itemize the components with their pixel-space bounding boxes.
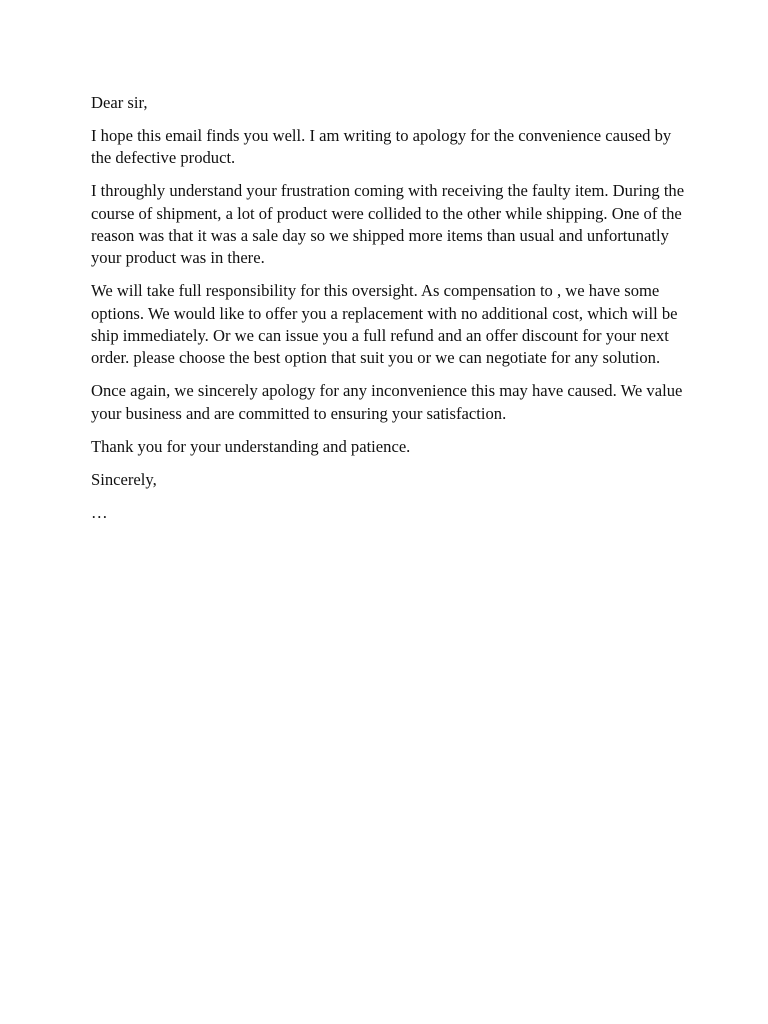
salutation: Dear sir, <box>91 93 148 112</box>
letter-body <box>91 92 691 535</box>
closing: Sincerely, <box>91 469 157 489</box>
paragraph-explanation: I throughly understand your frustration coming with receiving the faulty item. During the course of shipment, a lot of product were collided to the other while shipping. One of the reason was that it was a sale day so we shipped more items than usual and unfortunatly your product was in there. <box>91 181 685 268</box>
signature: … <box>91 503 108 523</box>
paragraph-opening: I hope this email finds you well. I am writing to apology for the convenience caused by the defective product. <box>91 126 672 168</box>
paragraph-thanks: Thank you for your understanding and patience. <box>91 436 411 456</box>
paragraph-compensation: We will take full responsibility for this oversight. As compensation to , we have some options. We would like to offer you a replacement with no additional cost, which will be ship immediately. Or we can issue you a full refund and an offer discount for your next order. please choose the best option that suit you or we can negotiate for any solution. <box>91 281 678 368</box>
paragraph-apology: Once again, we sincerely apology for any inconvenience this may have caused. We value your business and are committed to ensuring your satisfaction. <box>91 381 683 423</box>
